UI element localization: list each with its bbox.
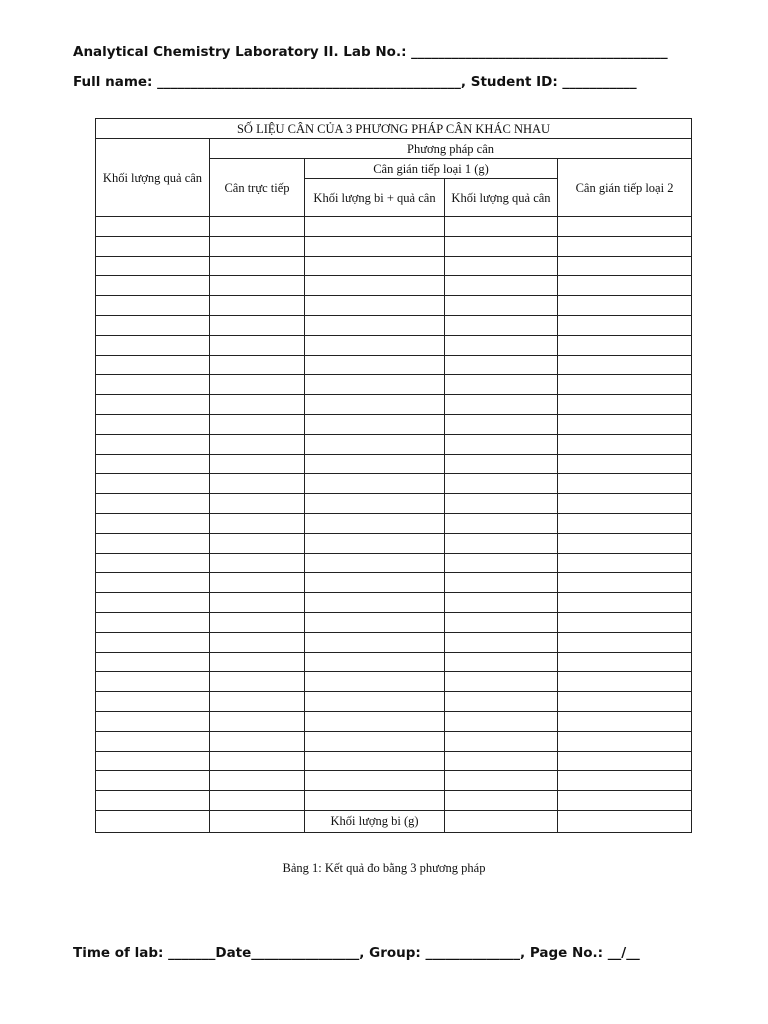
table-cell[interactable] xyxy=(96,652,210,672)
header-weight-mass: Khối lượng quả cân xyxy=(445,179,558,217)
table-cell[interactable] xyxy=(558,236,692,256)
table-cell[interactable] xyxy=(210,217,305,237)
table-cell[interactable] xyxy=(210,533,305,553)
table-row xyxy=(96,434,692,454)
table-row xyxy=(96,355,692,375)
table-cell[interactable] xyxy=(210,513,305,533)
lab-header-line: Analytical Chemistry Laboratory II. Lab No.: ______________________________________ xyxy=(73,44,668,60)
table-cell[interactable] xyxy=(210,414,305,434)
table-cell[interactable] xyxy=(305,256,445,276)
table-cell[interactable] xyxy=(96,494,210,514)
table-cell[interactable] xyxy=(445,652,558,672)
table-cell[interactable] xyxy=(96,692,210,712)
table-cell[interactable] xyxy=(558,217,692,237)
table-cell[interactable] xyxy=(96,236,210,256)
table-row xyxy=(96,236,692,256)
table-cell[interactable] xyxy=(305,553,445,573)
table-cell[interactable] xyxy=(305,632,445,652)
table-cell[interactable] xyxy=(305,652,445,672)
table-cell[interactable] xyxy=(96,791,210,811)
table-cell[interactable] xyxy=(210,335,305,355)
table-cell[interactable] xyxy=(558,711,692,731)
table-cell[interactable] xyxy=(558,593,692,613)
table-cell[interactable] xyxy=(210,731,305,751)
table-cell[interactable] xyxy=(210,692,305,712)
table-row xyxy=(96,256,692,276)
table-cell[interactable] xyxy=(305,414,445,434)
table-cell[interactable] xyxy=(96,612,210,632)
table-cell[interactable] xyxy=(305,573,445,593)
table-cell[interactable] xyxy=(305,434,445,454)
table-cell[interactable] xyxy=(305,494,445,514)
table-cell[interactable] xyxy=(445,810,558,832)
table-cell[interactable] xyxy=(305,474,445,494)
table-cell[interactable] xyxy=(558,771,692,791)
table-cell[interactable] xyxy=(445,355,558,375)
table-cell[interactable] xyxy=(558,434,692,454)
table-cell[interactable] xyxy=(445,692,558,712)
table-cell[interactable] xyxy=(96,573,210,593)
table-cell[interactable] xyxy=(96,217,210,237)
table-row xyxy=(96,494,692,514)
table-cell[interactable] xyxy=(96,711,210,731)
table-cell[interactable] xyxy=(96,276,210,296)
table-cell[interactable] xyxy=(305,593,445,613)
table-cell[interactable] xyxy=(96,434,210,454)
table-cell[interactable] xyxy=(305,355,445,375)
table-cell[interactable] xyxy=(210,236,305,256)
table-cell[interactable] xyxy=(445,771,558,791)
table-cell[interactable] xyxy=(445,573,558,593)
table-cell[interactable] xyxy=(445,375,558,395)
table-cell[interactable] xyxy=(210,810,305,832)
table-cell[interactable] xyxy=(445,612,558,632)
table-cell[interactable] xyxy=(445,454,558,474)
table-row xyxy=(96,454,692,474)
table-cell[interactable] xyxy=(305,335,445,355)
table-cell[interactable] xyxy=(445,513,558,533)
table-cell[interactable] xyxy=(210,355,305,375)
table-title: SỐ LIỆU CÂN CỦA 3 PHƯƠNG PHÁP CÂN KHÁC NHAU xyxy=(96,119,692,139)
table-cell[interactable] xyxy=(558,296,692,316)
table-row xyxy=(96,217,692,237)
table-cell[interactable] xyxy=(445,217,558,237)
table-cell[interactable] xyxy=(305,217,445,237)
table-cell[interactable] xyxy=(210,711,305,731)
table-cell[interactable] xyxy=(305,711,445,731)
table-row xyxy=(96,632,692,652)
table-cell[interactable] xyxy=(558,494,692,514)
table-cell[interactable] xyxy=(96,474,210,494)
table-cell[interactable] xyxy=(96,355,210,375)
table-row xyxy=(96,474,692,494)
table-cell[interactable] xyxy=(558,315,692,335)
table-cell[interactable] xyxy=(96,256,210,276)
table-cell[interactable] xyxy=(445,236,558,256)
table-cell[interactable] xyxy=(210,454,305,474)
table-cell[interactable] xyxy=(445,791,558,811)
table-cell[interactable] xyxy=(210,672,305,692)
table-cell[interactable] xyxy=(96,375,210,395)
table-cell[interactable] xyxy=(96,395,210,415)
table-cell[interactable] xyxy=(558,632,692,652)
table-row xyxy=(96,395,692,415)
table-cell[interactable] xyxy=(305,315,445,335)
table-cell[interactable] xyxy=(210,375,305,395)
table-row xyxy=(96,731,692,751)
header-indirect-type2: Cân gián tiếp loại 2 xyxy=(558,159,692,217)
table-cell[interactable] xyxy=(210,296,305,316)
table-cell[interactable] xyxy=(305,276,445,296)
table-cell[interactable] xyxy=(445,731,558,751)
table-row xyxy=(96,513,692,533)
table-cell[interactable] xyxy=(558,395,692,415)
table-cell[interactable] xyxy=(210,553,305,573)
table-row xyxy=(96,652,692,672)
table-cell[interactable] xyxy=(445,593,558,613)
table-cell[interactable] xyxy=(305,731,445,751)
table-row xyxy=(96,414,692,434)
table-cell[interactable] xyxy=(558,454,692,474)
table-row xyxy=(96,711,692,731)
table-row xyxy=(96,593,692,613)
table-row xyxy=(96,335,692,355)
table-cell[interactable] xyxy=(445,494,558,514)
table-cell[interactable] xyxy=(305,771,445,791)
header-weighing-method: Phương pháp cân xyxy=(210,139,692,159)
table-cell[interactable] xyxy=(210,632,305,652)
table-cell[interactable] xyxy=(445,414,558,434)
table-cell[interactable] xyxy=(445,276,558,296)
table-row xyxy=(96,771,692,791)
table-cell[interactable] xyxy=(96,315,210,335)
table-cell[interactable] xyxy=(96,731,210,751)
weighing-data-table xyxy=(95,118,692,833)
table-row xyxy=(96,553,692,573)
table-cell[interactable] xyxy=(96,771,210,791)
table-row xyxy=(96,692,692,712)
table-cell[interactable] xyxy=(210,395,305,415)
table-cell[interactable] xyxy=(558,256,692,276)
table-cell[interactable] xyxy=(558,692,692,712)
table-row xyxy=(96,315,692,335)
table-cell[interactable] xyxy=(210,474,305,494)
table-cell[interactable] xyxy=(96,751,210,771)
table-cell[interactable] xyxy=(96,553,210,573)
table-cell[interactable] xyxy=(558,375,692,395)
table-cell[interactable] xyxy=(445,751,558,771)
header-direct-weighing: Cân trực tiếp xyxy=(210,159,305,217)
table-row xyxy=(96,573,692,593)
table-cell[interactable] xyxy=(558,355,692,375)
table-cell[interactable] xyxy=(305,751,445,771)
table-row xyxy=(96,296,692,316)
table-row xyxy=(96,276,692,296)
table-cell[interactable] xyxy=(305,454,445,474)
table-cell[interactable] xyxy=(210,434,305,454)
table-cell[interactable] xyxy=(558,573,692,593)
table-cell[interactable] xyxy=(558,414,692,434)
table-cell[interactable] xyxy=(558,612,692,632)
table-cell[interactable] xyxy=(445,434,558,454)
table-cell[interactable] xyxy=(445,672,558,692)
table-cell[interactable] xyxy=(210,652,305,672)
footer-line: Time of lab: _______Date________________, Group: ______________, Page No.: __/__ xyxy=(73,945,640,961)
table-cell[interactable] xyxy=(558,751,692,771)
table-cell[interactable] xyxy=(445,296,558,316)
table-cell[interactable] xyxy=(96,296,210,316)
table-cell[interactable] xyxy=(558,533,692,553)
table-cell[interactable] xyxy=(96,335,210,355)
table-cell[interactable] xyxy=(445,335,558,355)
table-cell[interactable] xyxy=(558,731,692,751)
table-cell[interactable] xyxy=(445,474,558,494)
ball-mass-label: Khối lượng bi (g) xyxy=(305,810,445,832)
table-cell[interactable] xyxy=(445,315,558,335)
table-cell[interactable] xyxy=(445,632,558,652)
table-cell[interactable] xyxy=(558,810,692,832)
table-cell[interactable] xyxy=(96,632,210,652)
table-row xyxy=(96,791,692,811)
table-cell[interactable] xyxy=(305,375,445,395)
table-cell[interactable] xyxy=(210,593,305,613)
table-cell[interactable] xyxy=(210,315,305,335)
table-cell[interactable] xyxy=(96,593,210,613)
header-ball-plus-weight: Khối lượng bi + quả cân xyxy=(305,179,445,217)
table-cell[interactable] xyxy=(210,771,305,791)
table-cell[interactable] xyxy=(305,533,445,553)
table-cell[interactable] xyxy=(445,395,558,415)
table-cell[interactable] xyxy=(210,791,305,811)
table-row xyxy=(96,751,692,771)
table-cell[interactable] xyxy=(558,791,692,811)
table-cell[interactable] xyxy=(210,612,305,632)
table-cell[interactable] xyxy=(558,474,692,494)
table-cell[interactable] xyxy=(305,692,445,712)
table-cell[interactable] xyxy=(558,672,692,692)
table-cell[interactable] xyxy=(558,553,692,573)
table-row xyxy=(96,375,692,395)
table-cell[interactable] xyxy=(96,672,210,692)
table-row xyxy=(96,672,692,692)
table-cell[interactable] xyxy=(210,751,305,771)
table-row xyxy=(96,612,692,632)
table-caption: Bảng 1: Kết quả đo bằng 3 phương pháp xyxy=(282,861,486,875)
table-cell[interactable] xyxy=(210,256,305,276)
table-cell[interactable] xyxy=(305,672,445,692)
header-mass-of-weight: Khối lượng quả cân xyxy=(96,139,210,217)
table-row xyxy=(96,533,692,553)
table-cell[interactable] xyxy=(445,256,558,276)
table-cell[interactable] xyxy=(445,553,558,573)
table-cell[interactable] xyxy=(96,533,210,553)
table-cell[interactable] xyxy=(305,513,445,533)
table-cell[interactable] xyxy=(445,533,558,553)
table-cell[interactable] xyxy=(96,513,210,533)
table-cell[interactable] xyxy=(305,236,445,256)
student-info-line: Full name: _____________________________________________, Student ID: ___________ xyxy=(73,74,637,90)
table-cell[interactable] xyxy=(96,454,210,474)
table-cell[interactable] xyxy=(558,276,692,296)
header-indirect-type1: Cân gián tiếp loại 1 (g) xyxy=(305,159,558,179)
table-cell[interactable] xyxy=(96,414,210,434)
table-cell[interactable] xyxy=(305,296,445,316)
table-cell[interactable] xyxy=(558,335,692,355)
table-cell[interactable] xyxy=(445,711,558,731)
table-cell[interactable] xyxy=(210,494,305,514)
table-cell[interactable] xyxy=(210,573,305,593)
table-cell[interactable] xyxy=(96,810,210,832)
table-cell[interactable] xyxy=(558,652,692,672)
table-cell[interactable] xyxy=(558,513,692,533)
table-cell[interactable] xyxy=(305,395,445,415)
table-cell[interactable] xyxy=(305,791,445,811)
table-cell[interactable] xyxy=(305,612,445,632)
table-cell[interactable] xyxy=(210,276,305,296)
